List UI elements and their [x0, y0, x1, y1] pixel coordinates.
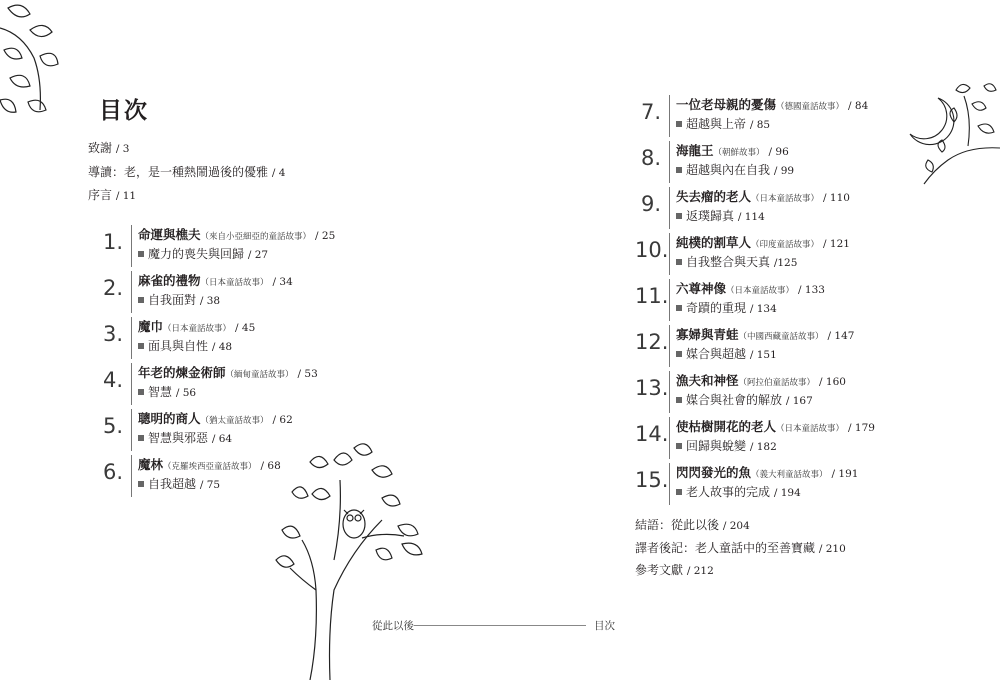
chapter-title-row: 魔林（克羅埃西亞童話故事） / 68 [138, 457, 281, 472]
back-matter-item[interactable]: 參考文獻 / 212 [635, 563, 714, 577]
front-matter-item[interactable]: 導讀：老，是一種熱鬧過後的優雅 / 4 [88, 165, 286, 179]
back-matter-item[interactable]: 譯者後記：老人童話中的至善寶藏 / 210 [635, 541, 846, 555]
chapter-title-row: 漁夫和神怪（阿拉伯童話故事） / 160 [676, 373, 846, 388]
divider [131, 455, 132, 497]
chapter-number: 11. [635, 284, 669, 308]
bullet-square-icon [676, 259, 682, 265]
chapter-number: 10. [635, 238, 669, 262]
chapter-title-row: 使枯樹開花的老人（日本童話故事） / 179 [676, 419, 875, 434]
bullet-square-icon [138, 389, 144, 395]
moon-tree-icon [898, 78, 1000, 190]
chapter-subtitle-row: 自我整合與天真 /125 [676, 253, 797, 270]
chapter-subtitle-row: 超越與內在自我 / 99 [676, 161, 794, 178]
chapter-subtitle-row: 媒合與社會的解放 / 167 [676, 391, 813, 408]
chapter-subtitle-row: 奇蹟的重現 / 134 [676, 299, 777, 316]
bullet-square-icon [138, 435, 144, 441]
running-head-right: 目次 [594, 620, 615, 632]
divider [669, 417, 670, 459]
chapter-number: 6. [102, 460, 124, 484]
chapter-number: 15. [635, 468, 669, 492]
chapter-subtitle-row: 自我超越 / 75 [138, 475, 220, 492]
chapter-title-row: 失去瘤的老人（日本童話故事） / 110 [676, 189, 850, 204]
bullet-square-icon [138, 481, 144, 487]
divider [669, 463, 670, 505]
divider [131, 409, 132, 451]
chapter-number: 3. [102, 322, 124, 346]
divider [669, 95, 670, 137]
bullet-square-icon [676, 213, 682, 219]
chapter-title-row: 寡婦與青蛙（中國西藏童話故事） / 147 [676, 327, 855, 342]
chapter-subtitle-row: 老人故事的完成 / 194 [676, 483, 801, 500]
chapter-title-row: 一位老母親的憂傷（德國童話故事） / 84 [676, 97, 869, 112]
chapter-title-row: 海龍王（朝鮮故事） / 96 [676, 143, 789, 158]
bullet-square-icon [676, 351, 682, 357]
chapter-subtitle-row: 媒合與超越 / 151 [676, 345, 777, 362]
divider [669, 233, 670, 275]
chapter-number: 1. [102, 230, 124, 254]
chapter-subtitle-row: 超越與上帝 / 85 [676, 115, 770, 132]
divider [131, 317, 132, 359]
divider [131, 225, 132, 267]
chapter-number: 4. [102, 368, 124, 392]
chapter-number: 13. [635, 376, 669, 400]
chapter-number: 7. [640, 100, 662, 124]
chapter-subtitle-row: 智慧與邪惡 / 64 [138, 429, 232, 446]
bullet-square-icon [676, 167, 682, 173]
bullet-square-icon [138, 297, 144, 303]
divider [131, 271, 132, 313]
bullet-square-icon [138, 343, 144, 349]
chapter-subtitle-row: 自我面對 / 38 [138, 291, 220, 308]
toc-title: 目次 [99, 97, 149, 124]
bullet-square-icon [676, 489, 682, 495]
chapter-number: 8. [640, 146, 662, 170]
back-matter-item[interactable]: 結語：從此以後 / 204 [635, 518, 750, 532]
chapter-title-row: 純樸的割草人（印度童話故事） / 121 [676, 235, 850, 250]
chapter-number: 9. [640, 192, 662, 216]
bullet-square-icon [676, 121, 682, 127]
chapter-title-row: 麻雀的禮物（日本童話故事） / 34 [138, 273, 293, 288]
chapter-subtitle-row: 返璞歸真 / 114 [676, 207, 765, 224]
footer-rule [414, 625, 586, 626]
bullet-square-icon [676, 443, 682, 449]
running-head-left: 從此以後 [372, 620, 414, 632]
chapter-title-row: 聰明的商人（猶太童話故事） / 62 [138, 411, 293, 426]
divider [669, 371, 670, 413]
divider [669, 187, 670, 229]
chapter-number: 12. [635, 330, 669, 354]
chapter-title-row: 六尊神像（日本童話故事） / 133 [676, 281, 825, 296]
tree-with-owl-icon [272, 440, 432, 680]
divider [669, 325, 670, 367]
front-matter-item[interactable]: 致謝 / 3 [88, 141, 130, 155]
chapter-subtitle-row: 魔力的喪失與回歸 / 27 [138, 245, 268, 262]
chapter-number: 5. [102, 414, 124, 438]
divider [669, 279, 670, 321]
leaf-branch-icon [0, 0, 62, 130]
chapter-subtitle-row: 回歸與蛻變 / 182 [676, 437, 777, 454]
chapter-number: 2. [102, 276, 124, 300]
chapter-title-row: 年老的煉金術師（緬甸童話故事） / 53 [138, 365, 318, 380]
bullet-square-icon [676, 397, 682, 403]
chapter-title-row: 命運與樵夫（來自小亞細亞的童話故事） / 25 [138, 227, 336, 242]
chapter-number: 14. [635, 422, 669, 446]
chapter-subtitle-row: 面具與自性 / 48 [138, 337, 232, 354]
bullet-square-icon [676, 305, 682, 311]
bullet-square-icon [138, 251, 144, 257]
divider [669, 141, 670, 183]
front-matter-item[interactable]: 序言 / 11 [88, 188, 137, 202]
chapter-title-row: 魔巾（日本童話故事） / 45 [138, 319, 256, 334]
chapter-title-row: 閃閃發光的魚（義大利童話故事） / 191 [676, 465, 859, 480]
chapter-subtitle-row: 智慧 / 56 [138, 383, 196, 400]
divider [131, 363, 132, 405]
